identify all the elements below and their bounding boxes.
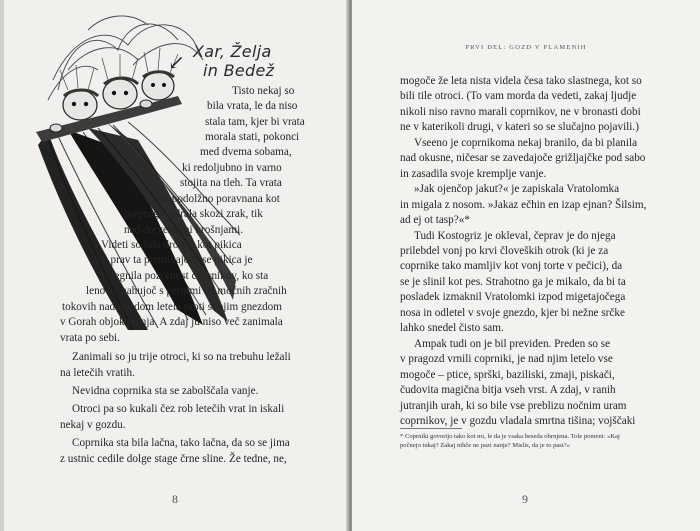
illustration-caption — [193, 42, 274, 80]
text-line: »Jak ojenčop jakut?« je zapiskala Vratolomka — [414, 183, 620, 196]
text-line: mogoče že leta nista videla česa tako slastnega, kot so — [400, 75, 642, 87]
text-line: se je slinil kot pes. Strahotno ga je mikalo, da bi ta — [400, 275, 626, 288]
text-line: jutranjih urah, ki so bile vse preblizu nočnim uram — [400, 399, 627, 412]
text-line: z ustnic cedile dolge stage črne sline. Že tedne, ne, — [60, 453, 287, 465]
text-line: nad okusne, ničesar se zavedajoče grižljajčke pod sabo — [400, 152, 646, 165]
text-line: in zasadila svoje kremplje vanje. — [400, 167, 547, 180]
text-line: coprnikov, je v gozdu vladala smrtna tišina; vojščaki — [400, 414, 636, 427]
text-line: Nevidna coprnika sta se zabolščala vanje. — [72, 385, 259, 397]
text-line: Tudi Kostogriz je okleval, čeprav je do njega — [414, 229, 616, 242]
text-line: tokovih nad gozdom letela proti svojim gnezdom — [62, 301, 282, 313]
text-line: Coprnika sta bila lačna, tako lačna, da so se jima — [72, 437, 290, 449]
text-line: coprnike tako mamljiv kot vonj torte v pečici), da — [400, 260, 623, 273]
footnote-line: počnejo tukaj? Zakaj nihče ne pazi nanje? Mislis, da je to past?« — [400, 442, 570, 449]
text-line: posladek izmaknil Vratolomki izpod migetajočega — [400, 291, 626, 304]
text-line: nosa in odletel v svoje gnezdo, kjer bi nežne srčke — [400, 306, 625, 319]
text-line: bili tile otroci. (To vam morda da vedeti, zakaj ljudje — [400, 90, 637, 103]
text-line: čudovita magična bitja vseh vrst. A zdaj, v ranih — [400, 384, 616, 397]
text-line: med dvema sobama, — [200, 146, 292, 158]
text-line: bila vrata, le da niso — [207, 100, 298, 112]
caption-line: Xar, Želja — [193, 42, 272, 61]
left-page-edge — [0, 0, 4, 531]
running-head: PRVI DEL: GOZD V PLAMENIH — [465, 44, 587, 51]
footnote — [400, 432, 672, 450]
text-line: so podolžno poravnana kot — [159, 193, 280, 205]
text-line: Ampak tudi on je bil previden. Preden so se — [414, 337, 611, 350]
text-line: Otroci pa so kukali čez rob letečih vrat in iskali — [72, 403, 285, 415]
text-line: nekaj v gozdu. — [60, 419, 126, 431]
text-line: prilebdel vonj po krvi človeških otrok (ki je za — [400, 244, 609, 257]
text-line: leno zamahujoč s perutmi na močnih zračnih — [86, 285, 287, 297]
text-line: pritegnila pozornost coprnikov, ko sta — [99, 270, 269, 282]
text-line: preproga jadrala skozi zrak, tik — [124, 208, 263, 220]
footnote-line: * Coprniki govorijo tako kot mi, le da je vsaka beseda obrnjena. Tole pomeni: »Kaj — [400, 433, 620, 440]
text-line: ki redoljubno in varno — [182, 162, 282, 174]
text-line: nad drevesnimi krošnjami. — [124, 224, 243, 236]
text-line: nikoli niso ravno marali coprnikov, ne v bronasti dobi — [400, 105, 641, 118]
text-line: morala stati, pokonci — [205, 131, 300, 143]
text-line: v pragozd vrnili coprniki, je nad njim letelo vse — [400, 353, 613, 366]
text-line: in prav ta premikajoča se pikica je — [99, 254, 253, 266]
right-page — [352, 0, 700, 531]
text-line: ne v katerikoli drugi, v kateri so se slučajno pojavili.) — [400, 121, 639, 134]
text-line: lahko snedel čisto sam. — [400, 322, 504, 335]
right-page-text — [400, 74, 668, 429]
text-line: Zanimali so ju trije otroci, ki so na trebuhu ležali — [72, 351, 291, 363]
text-line: na letečih vratih. — [60, 367, 135, 379]
left-page — [0, 0, 348, 531]
text-line: Vseeno je coprnikoma nekaj branilo, da bi planila — [414, 136, 638, 149]
text-line: Videti so bila drobna kot pikica — [101, 239, 242, 251]
text-line: mogoče – ptice, sprški, baziliski, zmaji, piskači, — [400, 368, 615, 381]
text-line: in migala z nosom. »Jakaz ečhin en izap ejnan? Šilsim, — [400, 198, 647, 211]
text-line: Tisto nekaj so — [232, 85, 295, 97]
text-line: ad ej ot tasp?«* — [400, 214, 470, 227]
page-number: 9 — [522, 492, 528, 506]
footnote-rule — [400, 428, 462, 429]
page-number: 8 — [172, 492, 178, 506]
caption-line: in Bedež — [203, 61, 275, 80]
text-line: stala tam, kjer bi vrata — [205, 116, 305, 128]
text-line: vrata po sebi. — [60, 332, 120, 344]
caption-arrow-icon: ↙ — [168, 52, 185, 74]
text-line: stojita na tleh. Ta vrata — [180, 177, 282, 189]
text-line: v Gorah objokovanja. A zdaj ju niso več zanimala — [60, 316, 283, 328]
